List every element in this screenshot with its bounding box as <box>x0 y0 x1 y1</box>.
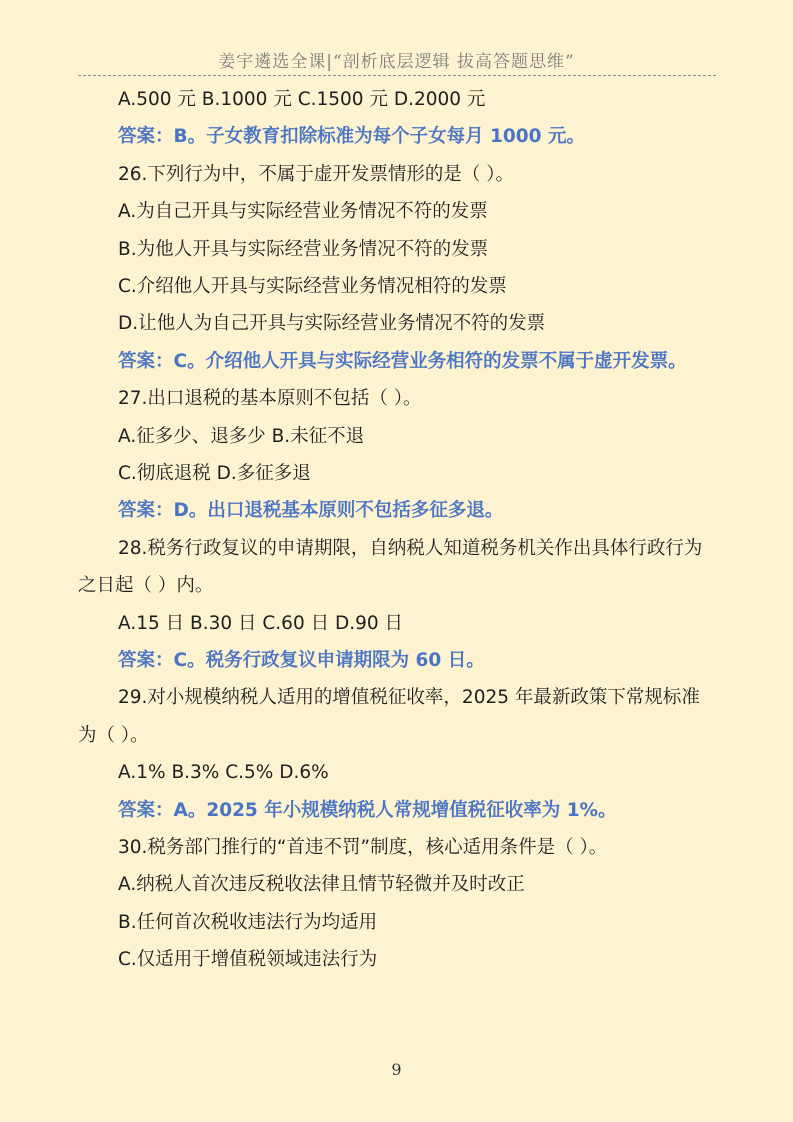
answer-q27: 答案：D。出口退税基本原则不包括多征多退。 <box>118 500 504 522</box>
answer-q28: 答案：C。税务行政复议申请期限为 60 日。 <box>118 649 485 671</box>
question-27: 27.出口退税的基本原则不包括（ ）。 <box>118 388 422 410</box>
option-27-ab: A.征多少、退多少 B.未征不退 <box>118 425 365 447</box>
option-26-c: C.介绍他人开具与实际经营业务情况相符的发票 <box>118 275 507 297</box>
question-30: 30.税务部门推行的“首违不罚”制度，核心适用条件是（ ）。 <box>118 836 608 858</box>
answer-q25: 答案：B。子女教育扣除标准为每个子女每月 1000 元。 <box>118 126 585 148</box>
option-26-a: A.为自己开具与实际经营业务情况不符的发票 <box>118 201 488 223</box>
options-29: A.1% B.3% C.5% D.6% <box>118 762 329 784</box>
options-28: A.15 日 B.30 日 C.60 日 D.90 日 <box>118 612 404 634</box>
question-26: 26.下列行为中，不属于虚开发票情形的是（ ）。 <box>118 163 515 185</box>
option-26-d: D.让他人为自己开具与实际经营业务情况不符的发票 <box>118 313 546 335</box>
option-line-q25: A.500 元 B.1000 元 C.1500 元 D.2000 元 <box>118 89 486 110</box>
option-27-cd: C.彻底退税 D.多征多退 <box>118 462 311 484</box>
answer-q26: 答案：C。介绍他人开具与实际经营业务相符的发票不属于虚开发票。 <box>118 350 687 372</box>
option-30-b: B.任何首次税收违法行为均适用 <box>118 911 378 933</box>
page-number: 9 <box>391 1060 402 1079</box>
option-30-a: A.纳税人首次违反税收法律且情节轻微并及时改正 <box>118 874 525 896</box>
question-29: 29.对小规模纳税人适用的增值税征收率，2025 年最新政策下常规标准为（ ）。 <box>78 687 700 746</box>
page-header: 姜宇遴选全课|“剖析底层逻辑 拔高答题思维” <box>218 52 575 72</box>
question-28: 28.税务行政复议的申请期限，自纳税人知道税务机关作出具体行政行为之日起（ ）内。 <box>78 537 703 597</box>
option-30-c: C.仅适用于增值税领域违法行为 <box>118 949 378 971</box>
document-body <box>78 81 718 978</box>
answer-q29: 答案：A。2025 年小规模纳税人常规增值税征收率为 1%。 <box>118 799 617 821</box>
header-divider <box>78 75 716 76</box>
option-26-b: B.为他人开具与实际经营业务情况不符的发票 <box>118 238 489 260</box>
